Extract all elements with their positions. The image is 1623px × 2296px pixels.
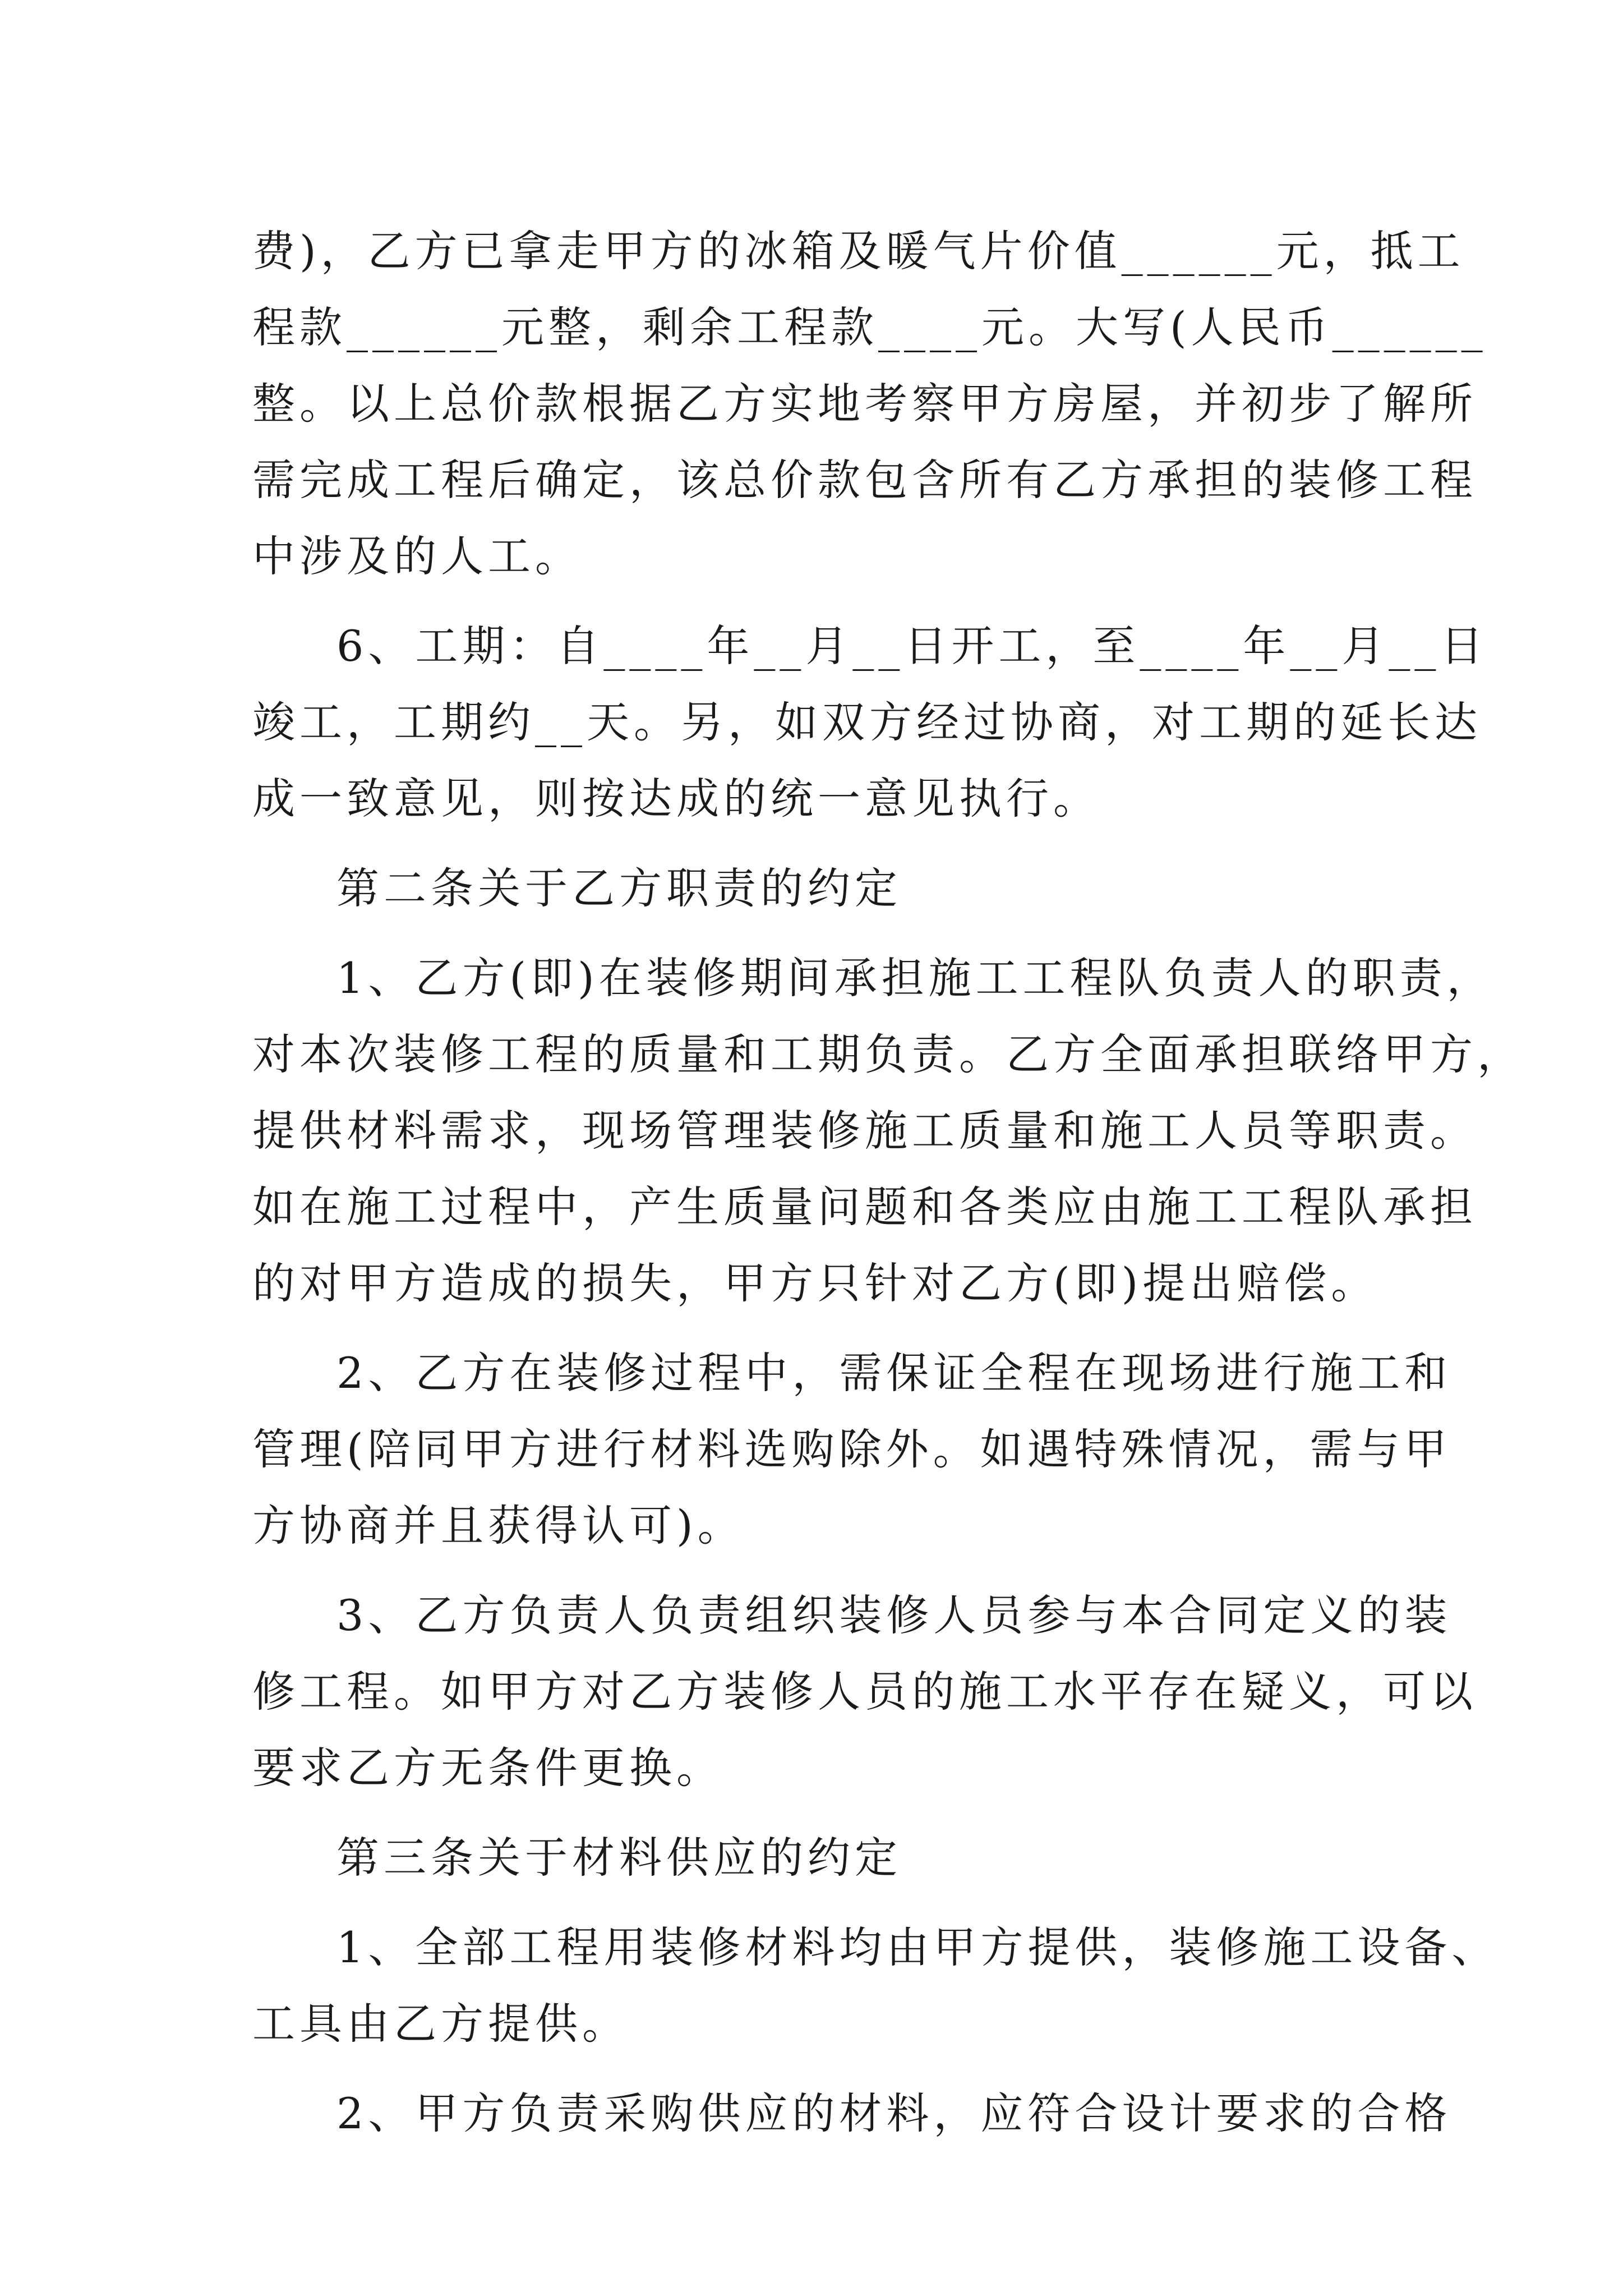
article-2-item-2: 2、乙方在装修过程中，需保证全程在现场进行施工和 [336, 1348, 1452, 1398]
document-body [252, 213, 1524, 2152]
text-line: 成一致意见，则按达成的统一意见执行。 [252, 774, 1100, 823]
text-line: 整。以上总价款根据乙方实地考察甲方房屋，并初步了解所 [252, 379, 1477, 429]
text-line: 需完成工程后确定，该总价款包含所有乙方承担的装修工程 [252, 455, 1477, 505]
article-2-item-3: 3、乙方负责人负责组织装修人员参与本合同定义的装 [336, 1590, 1452, 1640]
text-line: 费)，乙方已拿走甲方的冰箱及暖气片价值______元，抵工 [252, 226, 1465, 276]
text-line: 要求乙方无条件更换。 [252, 1743, 723, 1793]
text-line: 对本次装修工程的质量和工期负责。乙方全面承担联络甲方， [252, 1029, 1524, 1079]
text-line: 管理(陪同甲方进行材料选购除外。如遇特殊情况，需与甲 [252, 1424, 1451, 1474]
text-line: 程款______元整，剩余工程款____元。大写(人民币______ [252, 302, 1487, 352]
text-line: 工具由乙方提供。 [252, 1999, 629, 2049]
text-line: 如在施工过程中，产生质量问题和各类应由施工工程队承担 [252, 1182, 1477, 1232]
article-2-heading: 第二条关于乙方职责的约定 [336, 863, 902, 913]
text-line: 修工程。如甲方对乙方装修人员的施工水平存在疑义，可以 [252, 1667, 1477, 1717]
article-2-item-1: 1、乙方(即)在装修期间承担施工工程队负责人的职责， [336, 953, 1494, 1003]
article-3-heading: 第三条关于材料供应的约定 [336, 1833, 902, 1883]
text-line: 中涉及的人工。 [252, 531, 582, 581]
clause-6-construction-period: 6、工期：自____年__月__日开工，至____年__月__日 [336, 621, 1488, 671]
text-line: 提供材料需求，现场管理装修施工质量和施工人员等职责。 [252, 1106, 1477, 1156]
text-line: 的对甲方造成的损失，甲方只针对乙方(即)提出赔偿。 [252, 1258, 1378, 1308]
article-3-item-1: 1、全部工程用装修材料均由甲方提供，装修施工设备、 [336, 1922, 1499, 1972]
text-line: 方协商并且获得认可)。 [252, 1501, 745, 1550]
article-3-item-2: 2、甲方负责采购供应的材料，应符合设计要求的合格 [336, 2088, 1452, 2138]
text-line: 竣工，工期约__天。另，如双方经过协商，对工期的延长达 [252, 697, 1482, 747]
